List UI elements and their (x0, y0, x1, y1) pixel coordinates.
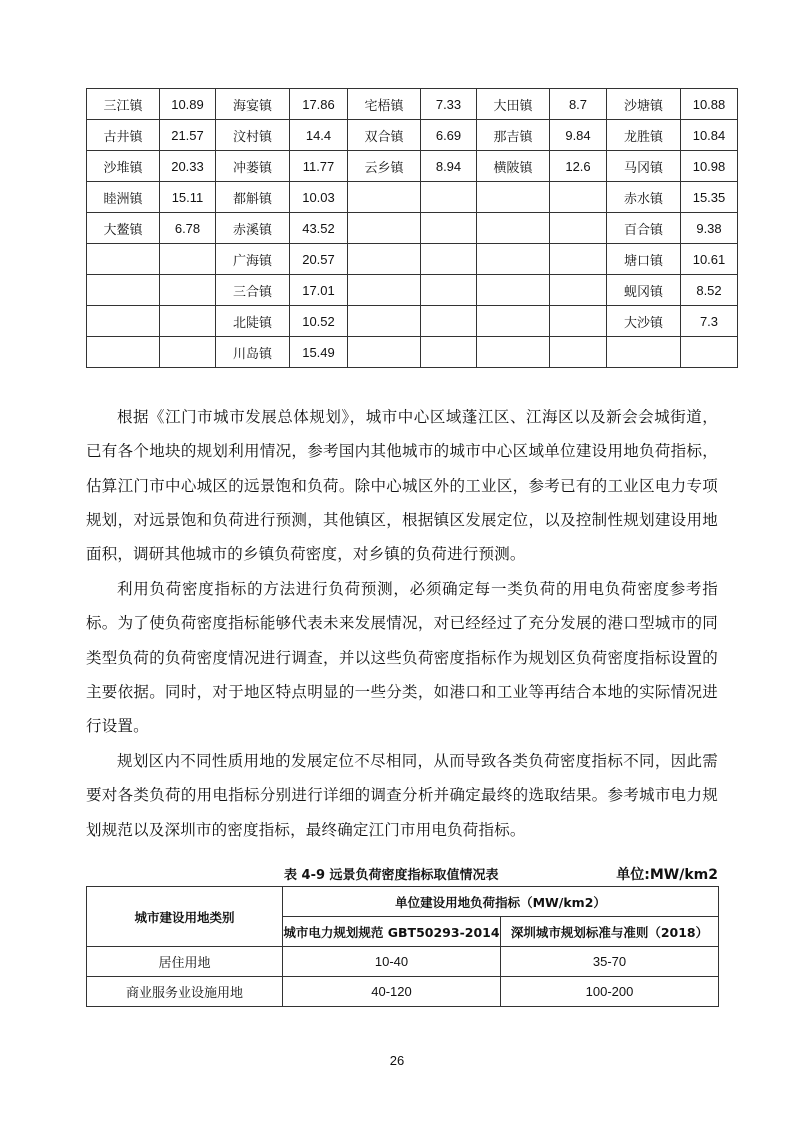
town-load-value: 11.77 (290, 151, 348, 182)
paragraph-3: 规划区内不同性质用地的发展定位不尽相同，从而导致各类负荷密度指标不同，因此需要对各类负荷的用电指标分别进行详细的调查分析并确定最终的选取结果。参考城市电力规划规范以及深圳市的密度指标，最终确定江门市用电负荷指标。 (86, 752, 718, 839)
town-name: 大鳌镇 (87, 213, 160, 244)
table-row (87, 213, 738, 244)
town-load-value (421, 244, 477, 275)
town-name: 蚬冈镇 (607, 275, 681, 306)
town-load-value (550, 337, 607, 368)
town-name: 大沙镇 (607, 306, 681, 337)
town-load-value: 10.84 (681, 120, 738, 151)
header-load-index-group: 单位建设用地负荷指标（MW/km2） (283, 887, 719, 917)
town-load-value: 7.3 (681, 306, 738, 337)
table-row (87, 337, 738, 368)
table-row (87, 306, 738, 337)
town-load-value: 6.69 (421, 120, 477, 151)
town-name (87, 306, 160, 337)
row-category: 商业服务业设施用地 (87, 977, 283, 1007)
town-name (87, 275, 160, 306)
town-name: 汶村镇 (216, 120, 290, 151)
table-row (87, 244, 738, 275)
row-gb-value: 40-120 (283, 977, 501, 1007)
town-load-value: 10.89 (160, 89, 216, 120)
town-name: 赤水镇 (607, 182, 681, 213)
town-name: 横陂镇 (477, 151, 550, 182)
table-caption-title: 表 4-9 远景负荷密度指标取值情况表 (284, 868, 499, 883)
paragraph-1: 根据《江门市城市发展总体规划》，城市中心区域蓬江区、江海区以及新会会城街道，已有各个地块的规划利用情况，参考国内其他城市的城市中心区域单位建设用地负荷指标，估算江门市中心城区的远景饱和负荷。除中心城区外的工业区，参考已有的工业区电力专项规划，对远景饱和负荷进行预测，其他镇区，根据镇区发展定位，以及控制性规划建设用地面积，调研其他城市的乡镇负荷密度，对乡镇的负荷进行预测。 (86, 408, 718, 564)
town-load-value: 20.57 (290, 244, 348, 275)
town-name (477, 306, 550, 337)
town-name: 龙胜镇 (607, 120, 681, 151)
town-load-value (681, 337, 738, 368)
load-density-index-table (86, 886, 719, 1007)
town-load-value: 10.98 (681, 151, 738, 182)
town-load-value (421, 306, 477, 337)
town-name: 赤溪镇 (216, 213, 290, 244)
town-load-value (160, 337, 216, 368)
town-name (348, 182, 421, 213)
town-name: 三江镇 (87, 89, 160, 120)
town-load-density-table (86, 88, 738, 368)
town-load-value (550, 244, 607, 275)
town-name: 三合镇 (216, 275, 290, 306)
town-load-value (550, 213, 607, 244)
town-name: 都斛镇 (216, 182, 290, 213)
paragraph-2: 利用负荷密度指标的方法进行负荷预测，必须确定每一类负荷的用电负荷密度参考指标。为了使负荷密度指标能够代表未来发展情况，对已经经过了充分发展的港口型城市的同类型负荷的负荷密度情况进行调查，并以这些负荷密度指标作为规划区负荷密度指标设置的主要依据。同时，对于地区特点明显的一些分类，如港口和工业等再结合本地的实际情况进行设置。 (86, 580, 718, 736)
town-name: 古井镇 (87, 120, 160, 151)
town-load-value (160, 275, 216, 306)
town-name (348, 244, 421, 275)
town-name (348, 306, 421, 337)
density-header-row-1 (87, 887, 719, 917)
row-category: 居住用地 (87, 947, 283, 977)
town-load-value: 6.78 (160, 213, 216, 244)
town-name: 睦洲镇 (87, 182, 160, 213)
town-load-value: 12.6 (550, 151, 607, 182)
town-load-value (550, 182, 607, 213)
table-row (87, 182, 738, 213)
town-name: 那吉镇 (477, 120, 550, 151)
town-name (477, 275, 550, 306)
table-caption (86, 864, 718, 886)
town-load-value: 10.03 (290, 182, 348, 213)
header-land-category: 城市建设用地类别 (87, 887, 283, 947)
town-name: 百合镇 (607, 213, 681, 244)
town-load-value: 8.7 (550, 89, 607, 120)
town-name (348, 213, 421, 244)
town-load-value: 17.01 (290, 275, 348, 306)
town-load-value (160, 244, 216, 275)
town-load-value: 43.52 (290, 213, 348, 244)
row-gb-value: 10-40 (283, 947, 501, 977)
town-name: 沙塘镇 (607, 89, 681, 120)
town-name (477, 337, 550, 368)
town-load-value (550, 275, 607, 306)
town-table-body (87, 89, 738, 368)
town-load-value: 10.52 (290, 306, 348, 337)
town-load-value: 21.57 (160, 120, 216, 151)
town-name: 沙堆镇 (87, 151, 160, 182)
table-row (87, 275, 738, 306)
table-row (87, 947, 719, 977)
town-name: 冲蒌镇 (216, 151, 290, 182)
town-load-value (160, 306, 216, 337)
town-name: 马冈镇 (607, 151, 681, 182)
town-load-value: 14.4 (290, 120, 348, 151)
town-load-value: 10.88 (681, 89, 738, 120)
town-load-value: 9.38 (681, 213, 738, 244)
table-row (87, 89, 738, 120)
town-name (87, 337, 160, 368)
table-row (87, 120, 738, 151)
town-load-value: 7.33 (421, 89, 477, 120)
town-load-value (550, 306, 607, 337)
town-name: 北陡镇 (216, 306, 290, 337)
town-load-value: 8.52 (681, 275, 738, 306)
town-load-value (421, 213, 477, 244)
town-load-value: 10.61 (681, 244, 738, 275)
row-sz-value: 100-200 (501, 977, 719, 1007)
header-gb-standard: 城市电力规划规范 GBT50293-2014 (283, 917, 501, 947)
town-name (348, 275, 421, 306)
town-name: 海宴镇 (216, 89, 290, 120)
town-load-value: 20.33 (160, 151, 216, 182)
town-load-value (421, 182, 477, 213)
town-name: 云乡镇 (348, 151, 421, 182)
town-load-value (421, 275, 477, 306)
town-name: 广海镇 (216, 244, 290, 275)
town-load-value (421, 337, 477, 368)
page-number: 26 (389, 1053, 405, 1068)
header-shenzhen-standard: 深圳城市规划标准与准则（2018） (501, 917, 719, 947)
town-name: 川岛镇 (216, 337, 290, 368)
row-sz-value: 35-70 (501, 947, 719, 977)
town-name (348, 337, 421, 368)
town-name: 双合镇 (348, 120, 421, 151)
town-name (477, 244, 550, 275)
town-load-value: 8.94 (421, 151, 477, 182)
town-name (477, 182, 550, 213)
town-name (477, 213, 550, 244)
town-name (607, 337, 681, 368)
town-name: 宅梧镇 (348, 89, 421, 120)
town-name: 塘口镇 (607, 244, 681, 275)
town-name (87, 244, 160, 275)
town-load-value: 15.49 (290, 337, 348, 368)
table-row (87, 151, 738, 182)
town-load-value: 15.35 (681, 182, 738, 213)
table-caption-unit: 单位:MW/km2 (616, 867, 718, 883)
table-row (87, 977, 719, 1007)
town-load-value: 9.84 (550, 120, 607, 151)
town-load-value: 15.11 (160, 182, 216, 213)
town-load-value: 17.86 (290, 89, 348, 120)
town-name: 大田镇 (477, 89, 550, 120)
